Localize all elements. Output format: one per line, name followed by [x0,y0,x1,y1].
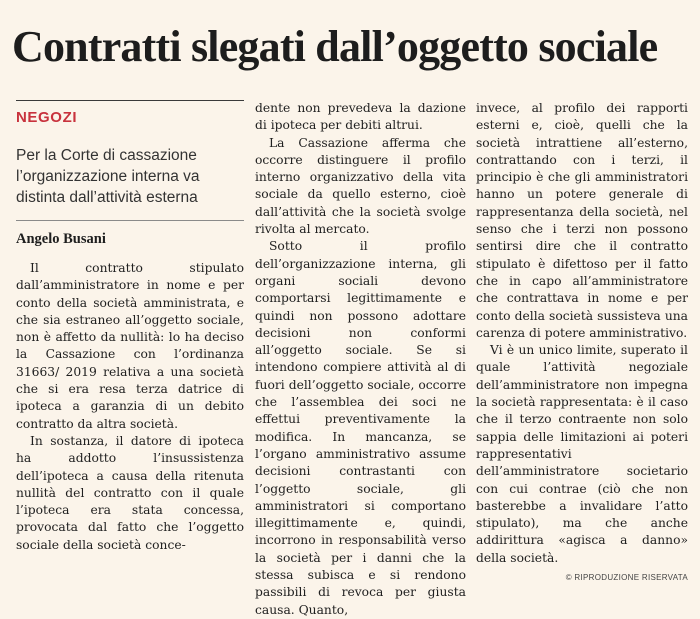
section-rule [16,100,244,101]
section-tag: NEGOZI [16,109,78,126]
article-headline: Contratti slegati dall’oggetto sociale [12,22,658,71]
article-column-1 [16,100,244,554]
paragraph: dente non prevedeva la dazione di ipoteca per debiti altrui. [255,101,466,133]
subhead-divider [16,220,244,221]
column-2-text [255,100,466,619]
paragraph: invece, al profilo dei rapporti esterni e, cioè, quelli che la società intrattiene all’esterno, contrattando con i terzi, il principio è che gli amministratori hanno un potere generale di rappresentanza della società, nel senso che i terzi non possono sentirsi dire che il contratto stipulato è difettoso per il fatto che in capo all’amministratore che contrattava in nome e per conto della società sussisteva una carenza di potere amministrativo. [476,101,688,340]
article-subhead: Per la Corte di cassazione l’organizzazione interna va distinta dall’attività esterna [16,147,200,206]
article-author: Angelo Busani [16,231,106,247]
paragraph: Il contratto stipulato dall’amministratore in nome e per conto della società amministrata, e che sia estraneo all’oggetto sociale, non è affetto da nullità: lo ha deciso la Cassazione con l’ordinanza 31663/ 2019 relativa a una società che si era resa terza datrice di ipoteca a garanzia di un debito contratto da altra società. [16,261,244,431]
paragraph: Vi è un unico limite, superato il quale l’attività negoziale dell’amministratore non impegna la società rappresentata: è il caso che il terzo contraente non solo sappia delle limitazioni ai poteri rappresentativi dell’amministratore societario con cui contrae (ciò che non basterebbe a invalidare l’atto stipulato), ma che anche addirittura «agisca a danno» della società. [476,343,688,565]
column-1-text [16,260,244,554]
article-column-2 [255,100,466,619]
paragraph: Sotto il profilo dell’organizzazione interna, gli organi sociali devono comportarsi legittimamente e quindi non possono adottare decisioni non conformi all’oggetto sociale. Se si intendono compiere attività al di fuori dell’oggetto sociale, occorre che l’assemblea dei soci ne effettui preventivamente la modifica. In mancanza, se l’organo amministrativo assume decisioni contrastanti con l’oggetto sociale, gli amministratori si comportano illegittimamente e, quindi, incorrono in responsabilità verso la società per i danni che la stessa subisca e si rendono passibili di revoca per giusta causa. Quanto, [255,239,466,617]
paragraph: La Cassazione afferma che occorre distinguere il profilo interno organizzativo della vita sociale da quello esterno, cioè dall’attività che la società svolge rivolta al mercato. [255,135,466,237]
column-3-text [476,100,688,567]
paragraph: In sostanza, il datore di ipoteca ha addotto l’insussistenza dell’ipoteca a causa della ritenuta nullità del contratto con il quale l’ipoteca era stata concessa, provocata dal fatto che l’oggetto sociale della società conce- [16,433,244,552]
article-column-3 [476,100,688,582]
copyright-credit: © RIPRODUZIONE RISERVATA [565,573,688,583]
